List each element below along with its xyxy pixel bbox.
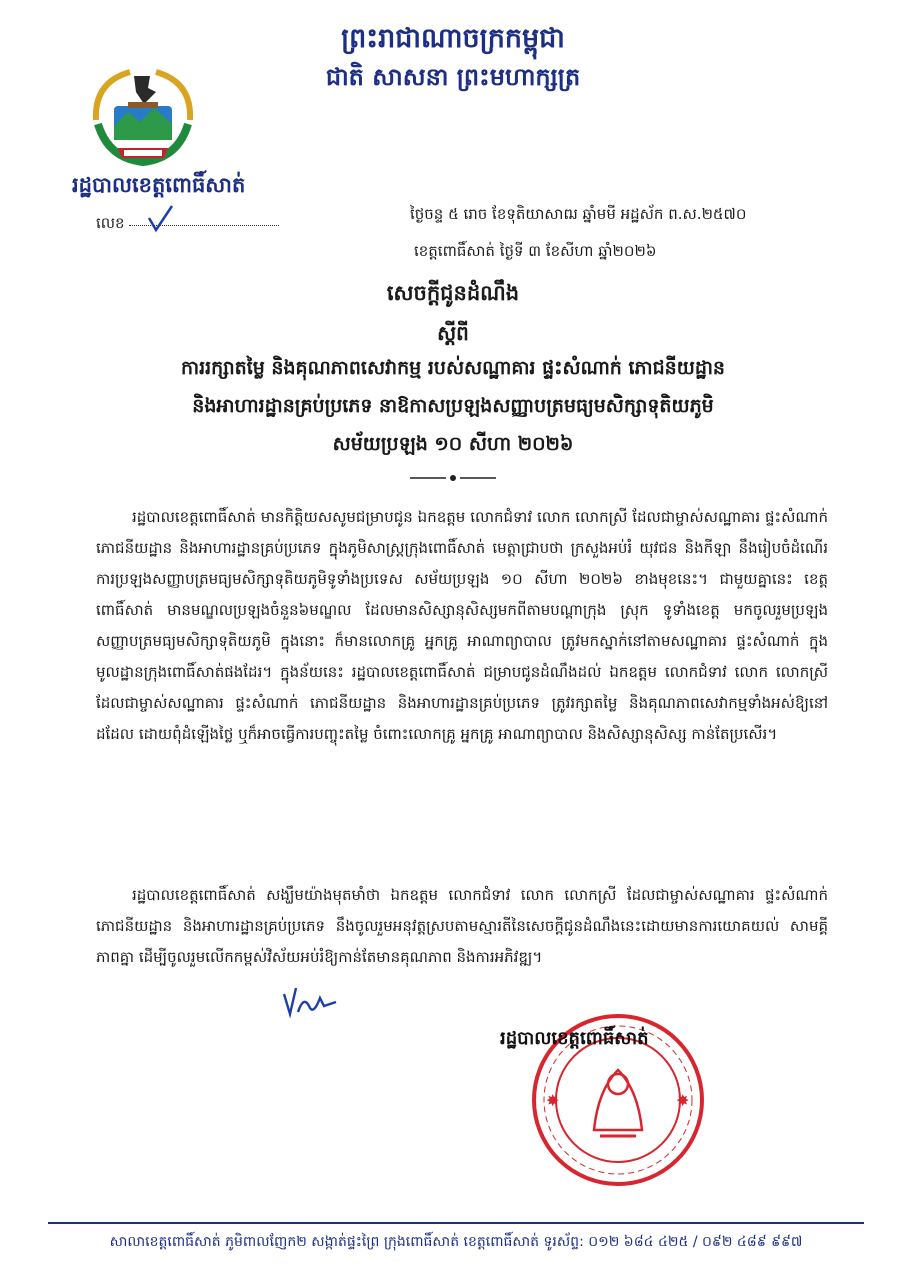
signoff-org-name: រដ្ឋបាលខេត្តពោធិ៍សាត់ bbox=[500, 1028, 649, 1049]
handwritten-signature-icon bbox=[280, 984, 340, 1018]
svg-text:✸: ✸ bbox=[676, 1091, 690, 1110]
svg-text:✸: ✸ bbox=[546, 1091, 560, 1110]
subject-line-1: ការរក្សាតម្លៃ និងគុណភាពសេវាកម្ម របស់សណ្ឋាគារ ផ្ទះសំណាក់ ភោជនីយដ្ឋាន bbox=[181, 357, 725, 379]
lunar-date: ថ្ងៃចន្ទ ៥ រោច ខែទុតិយាសាឍ ឆ្នាំមមី អដ្ឋស័ក ព.ស.២៥៧០ bbox=[410, 205, 747, 223]
sender-org-name: រដ្ឋបាលខេត្តពោធិ៍សាត់ bbox=[72, 173, 246, 197]
body-paragraph-1: រដ្ឋបាលខេត្តពោធិ៍សាត់ មានកិត្តិយសសូមជម្រាបជូន ឯកឧត្តម លោកជំទាវ លោក លោកស្រី ដែលជាម្ចាស់សណ្ឋាគារ ផ្ទះសំណាក់ ភោជនីយដ្ឋាន និងអាហារដ្ឋានគ្រប់ប្រភេទ ក្នុងភូមិសាស្ត្រក្រុងពោធិ៍សាត់ មេត្តាជ្រាបថា ក្រសួងអប់រំ យុវជន និងកីឡា នឹងរៀបចំដំណើរការប្រឡងសញ្ញាបត្រមធ្យមសិក្សាទុតិយភូមិទូទាំងប្រទេស សម័យប្រឡង ១០ សីហា ២០២៦ ខាងមុខនេះ។ ជាមួយគ្នានេះ ខេត្តពោធិ៍សាត់ មានមណ្ឌលប្រឡងចំនួន៦មណ្ឌល ដែលមានសិស្សានុសិស្សមកពីតាមបណ្តាក្រុង ស្រុក ទូទាំងខេត្ត មកចូលរួមប្រឡងសញ្ញាបត្រមធ្យមសិក្សាទុតិយភូមិ ក្នុងនោះ ក៏មានលោកគ្រូ អ្នកគ្រូ អាណាព្យាបាល ត្រូវមកស្នាក់នៅតាមសណ្ឋាគារ ផ្ទះសំណាក់ ក្នុងមូលដ្ឋានក្រុងពោធិ៍សាត់ផងដែរ។ ក្នុងន័យនេះ រដ្ឋបាលខេត្តពោធិ៍សាត់ ជម្រាបជូនដំណឹងដល់ ឯកឧត្តម លោកជំទាវ លោក លោកស្រី ដែលជាម្ចាស់សណ្ឋាគារ ផ្ទះសំណាក់ ភោជនីយដ្ឋាន និងអាហារដ្ឋានគ្រប់ប្រភេទ ត្រូវរក្សាតម្លៃ និងគុណភាពសេវាកម្មទាំងអស់ឱ្យនៅដដែល ដោយពុំដំឡើងថ្លៃ ឬក៏អាចធ្វើការបញ្ចុះតម្លៃ ចំពោះលោកគ្រូ អ្នកគ្រូ អាណាព្យាបាល និងសិស្សានុសិស្ស កាន់តែប្រសើរ។ bbox=[96, 508, 828, 743]
footer-address: សាលាខេត្តពោធិ៍សាត់ ភូមិពាលញែក២ សង្កាត់ផ្ទះព្រៃ ក្រុងពោធិ៍សាត់ ខេត្តពោធិ៍សាត់ ទូរស័ព្ទ: ០១២ ៦៨៤ ៤២៥ / ០៩២ ៤៨៩ ៩៩៧ bbox=[109, 1234, 803, 1250]
subject-line-2: និងអាហារដ្ឋានគ្រប់ប្រភេទ នាឱកាសប្រឡងសញ្ញាបត្រមធ្យមសិក្សាទុតិយភូមិ bbox=[192, 395, 714, 417]
ornament-divider-icon bbox=[408, 472, 498, 484]
provincial-emblem-icon bbox=[84, 62, 202, 174]
reference-label: លេខ bbox=[96, 214, 125, 232]
reference-number bbox=[96, 214, 279, 236]
body-paragraph-2: រដ្ឋបាលខេត្តពោធិ៍សាត់ សង្ឃឹមយ៉ាងមុតមាំថា ឯកឧត្តម លោកជំទាវ លោក លោកស្រី ដែលជាម្ចាស់សណ្ឋាគារ ផ្ទះសំណាក់ ភោជនីយដ្ឋាន និងអាហារដ្ឋានគ្រប់ប្រភេទ នឹងចូលរួមអនុវត្តស្របតាមស្មារតីនៃសេចក្តីជូនដំណឹងនេះដោយមានការយោគយល់ សាមគ្គីភាពគ្នា ដើម្បីចូលរួមលើកកម្ពស់វិស័យអប់រំឱ្យកាន់តែមានគុណភាព និងការអភិវឌ្ឍ។ bbox=[96, 886, 828, 966]
subject-label: ស្តីពី bbox=[437, 321, 469, 345]
solar-date: ខេត្តពោធិ៍សាត់ ថ្ងៃទី ៣ ខែសីហា ឆ្នាំ២០២៦ bbox=[414, 242, 657, 260]
kingdom-title: ព្រះរាជាណាចក្រកម្ពុជា bbox=[341, 23, 565, 54]
national-motto: ជាតិ សាសនា ព្រះមហាក្សត្រ bbox=[325, 63, 581, 91]
checkmark-icon bbox=[145, 204, 175, 234]
footer-divider bbox=[48, 1222, 864, 1224]
subject-line-3: សម័យប្រឡង ១០ សីហា ២០២៦ bbox=[332, 433, 574, 455]
notice-title: សេចក្តីជូនដំណឹង bbox=[386, 281, 520, 305]
